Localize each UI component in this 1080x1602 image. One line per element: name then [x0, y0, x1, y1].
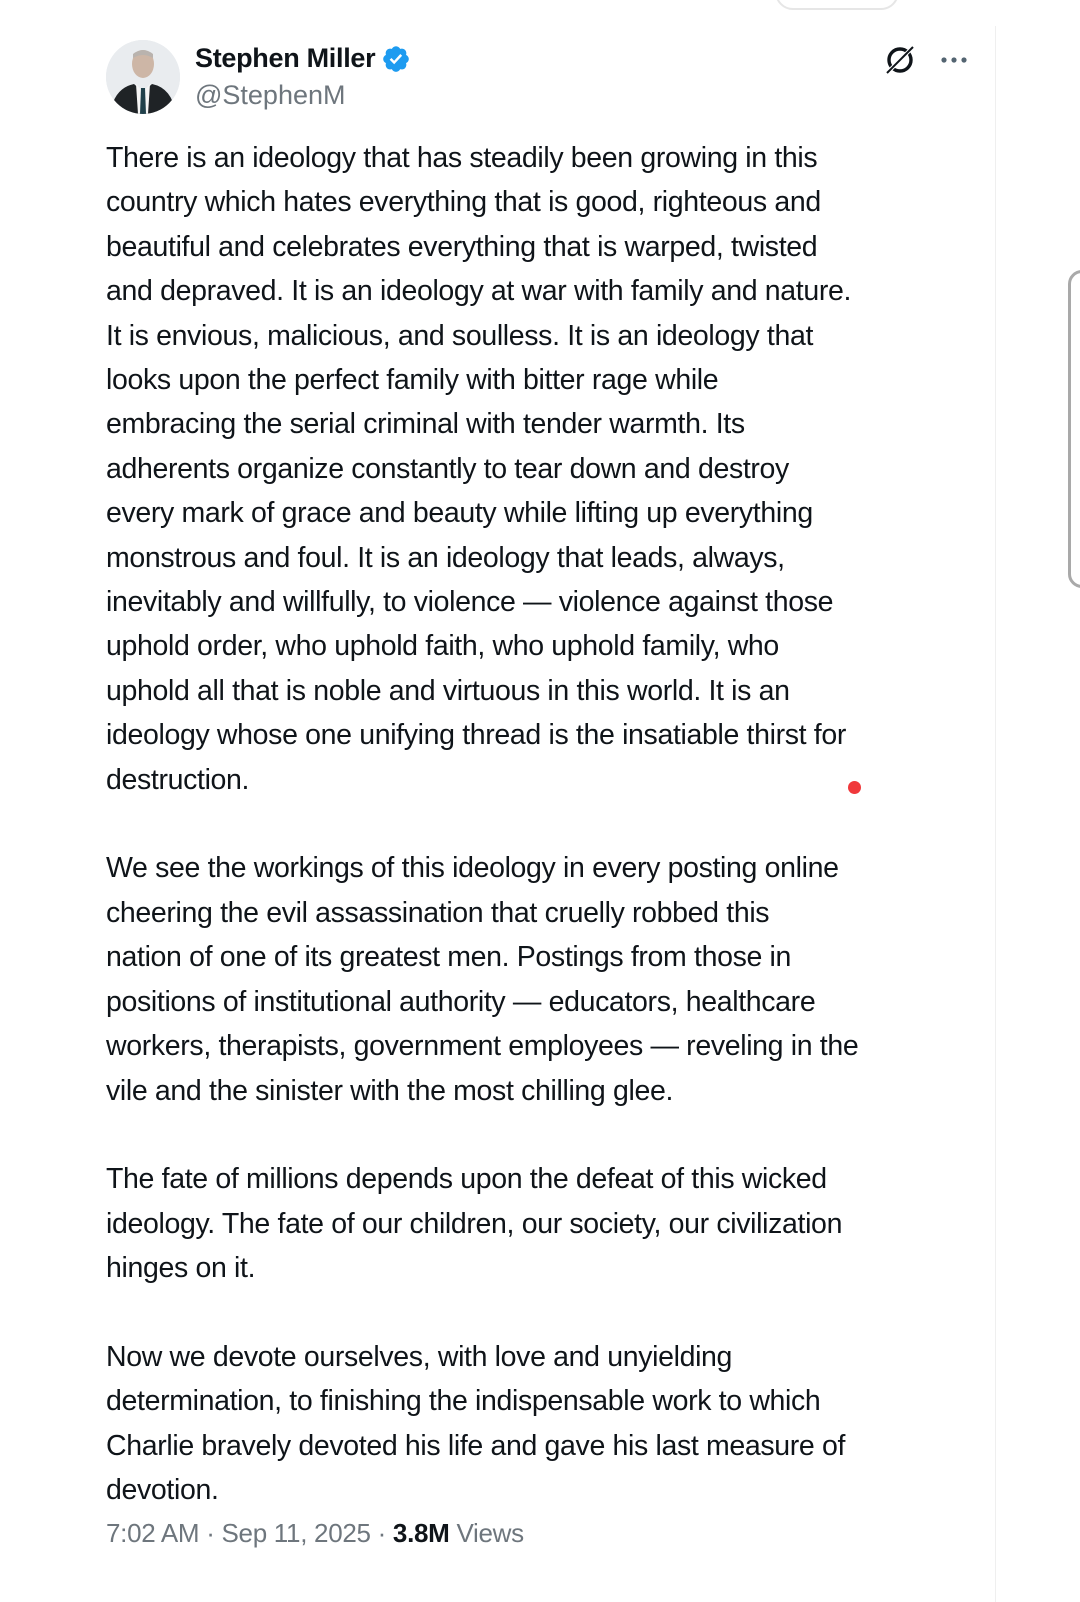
post-text-line: adherents organize constantly to tear down and destroy [106, 452, 789, 485]
post-text-line: workers, therapists, government employees — reveling in the [106, 1030, 859, 1063]
post [106, 40, 986, 1513]
post-text-line: It is envious, malicious, and soulless. It is an ideology that [106, 319, 814, 352]
views-label: Views [449, 1518, 524, 1548]
post-text-line: and depraved. It is an ideology at war with family and nature. [106, 275, 852, 308]
top-pill-button[interactable] [775, 0, 899, 10]
more-options-icon[interactable] [938, 50, 970, 70]
post-text-line: positions of institutional authority — educators, healthcare [106, 985, 816, 1018]
author-name[interactable]: Stephen Miller [195, 43, 376, 73]
grok-icon[interactable] [882, 42, 918, 78]
post-paragraph [106, 1335, 986, 1513]
avatar[interactable] [106, 40, 180, 114]
post-text-line: looks upon the perfect family with bitter rage while [106, 364, 719, 397]
post-text-line: uphold order, who uphold faith, who uphold family, who [106, 630, 779, 663]
post-text-line: There is an ideology that has steadily been growing in this [106, 142, 818, 174]
meta-separator: · [370, 1518, 393, 1548]
post-header [106, 40, 986, 116]
author-name-row [195, 43, 411, 74]
post-text-line: devotion. [106, 1474, 219, 1507]
post-text-line: beautiful and celebrates everything that is warped, twisted [106, 230, 818, 263]
post-text-line: uphold all that is noble and virtuous in this world. It is an [106, 674, 790, 707]
post-text-line: ideology. The fate of our children, our society, our civilization [106, 1207, 843, 1240]
verified-badge-icon [381, 44, 411, 74]
post-text-line: embracing the serial criminal with tender warmth. Its [106, 408, 745, 441]
post-text-line: destruction. [106, 763, 250, 796]
post-text-line: Now we devote ourselves, with love and unyielding [106, 1340, 733, 1373]
post-text-line: The fate of millions depends upon the defeat of this wicked [106, 1163, 827, 1196]
post-paragraph [106, 846, 986, 1112]
post-date[interactable]: Sep 11, 2025 [221, 1518, 371, 1548]
cursor-indicator [848, 781, 861, 794]
meta-separator: · [199, 1518, 222, 1548]
post-text-line: inevitably and willfully, to violence — violence against those [106, 586, 834, 619]
post-text-line: monstrous and foul. It is an ideology that leads, always, [106, 541, 785, 574]
post-text-line: Charlie bravely devoted his life and gave his last measure of [106, 1429, 846, 1462]
post-paragraph [106, 136, 986, 802]
views-count: 3.8M [392, 1518, 450, 1548]
post-text-line: every mark of grace and beauty while lifting up everything [106, 497, 813, 530]
column-divider [995, 26, 996, 1602]
post-text [106, 136, 986, 1513]
post-text-line: hinges on it. [106, 1252, 256, 1285]
post-time[interactable]: 7:02 AM [106, 1518, 200, 1548]
post-text-line: We see the workings of this ideology in every posting online [106, 852, 839, 885]
post-text-line: determination, to finishing the indispensable work to which [106, 1385, 821, 1418]
post-text-line: nation of one of its greatest men. Postings from those in [106, 941, 792, 974]
post-text-line: vile and the sinister with the most chilling glee. [106, 1074, 674, 1107]
profile-photo [106, 40, 180, 114]
side-scroll-panel[interactable] [1068, 270, 1080, 588]
post-text-line: cheering the evil assassination that cruelly robbed this [106, 896, 770, 929]
author-handle[interactable]: @StephenM [195, 80, 346, 110]
post-text-line: country which hates everything that is good, righteous and [106, 186, 821, 219]
post-metadata [106, 1518, 524, 1549]
post-text-line: ideology whose one unifying thread is the insatiable thirst for [106, 719, 846, 752]
post-paragraph [106, 1157, 986, 1290]
